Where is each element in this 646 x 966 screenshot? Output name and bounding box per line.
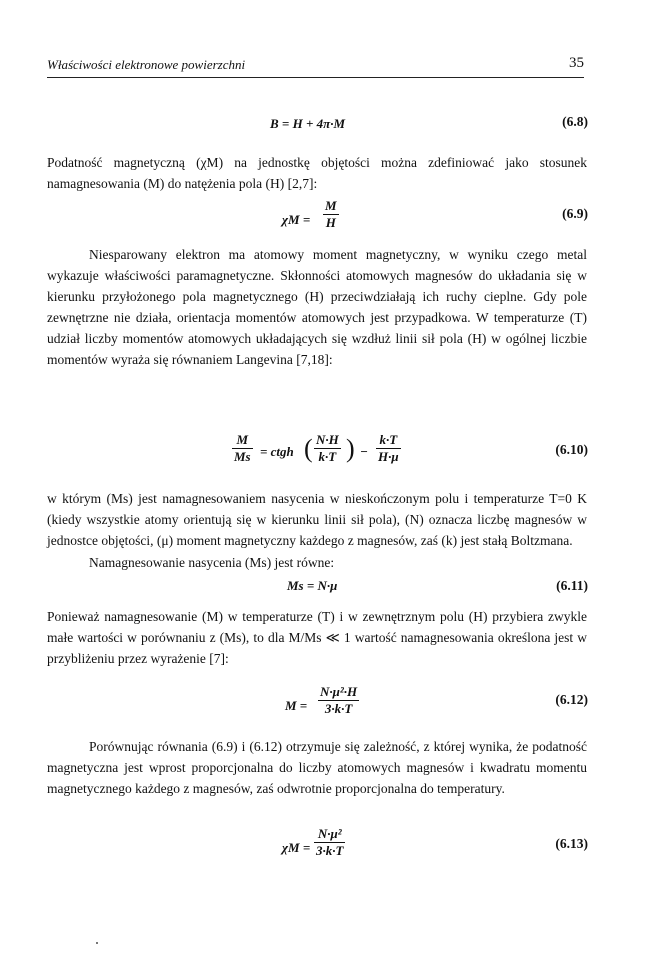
fraction: [376, 432, 401, 465]
numerator: N·μ²·H: [320, 684, 358, 699]
left-paren: (: [304, 434, 313, 463]
equation-label: (6.9): [562, 206, 588, 221]
numerator: M: [325, 198, 337, 213]
equation-label: (6.12): [555, 692, 588, 707]
equation-label: (6.10): [555, 442, 588, 457]
equation-body: B = H + 4π·M: [270, 116, 346, 131]
fraction: [314, 826, 345, 859]
denominator: H·μ: [378, 449, 399, 464]
fraction: [314, 432, 341, 465]
equation-lhs: χM =: [282, 212, 311, 227]
equation-label: (6.8): [562, 114, 588, 129]
denominator: 3·k·T: [316, 843, 344, 858]
paragraph: Namagnesowanie nasycenia (Ms) jest równe:: [89, 555, 335, 570]
operator: = ctgh: [260, 444, 294, 459]
denominator: 3·k·T: [324, 701, 353, 716]
fraction: [318, 684, 359, 717]
equation-body: Ms = N·μ: [287, 578, 338, 593]
equation-lhs: χM =: [282, 840, 311, 855]
equation-label: (6.11): [556, 578, 588, 593]
numerator: M: [232, 432, 253, 449]
equation-lhs: M =: [285, 698, 308, 713]
numerator: k·T: [376, 432, 401, 449]
paragraph: w którym (Ms) jest namagnesowaniem nasycenia w nieskończonym polu i temperaturze T=0 K (kiedy wszystkie atomy orientują się w kierunku linii sił pola), (N) oznacza liczbę magnesów w jednostce objętości, (μ) moment magnetyczny każdego z magnesów, zaś (k) jest stałą Boltzmana.: [47, 491, 587, 548]
fraction: [323, 198, 339, 231]
minus-sign: −: [360, 444, 368, 459]
numerator: N·H: [316, 432, 339, 447]
scan-speck: [96, 942, 98, 944]
fraction: [232, 432, 253, 465]
paragraph: Niesparowany elektron ma atomowy moment magnetyczny, w wyniku czego metal wykazuje właściwości paramagnetyczne. Skłonności atomowych magnesów do układania się w kierunku przyłożonego pola magnetycznego (H) przeciwdziałają ich ruchy cieplne. Gdy pole zewnętrzne nie działa, orientacja momentów atomowych jest przypadkowa. W temperaturze (T) udział liczby momentów atomowych układających się wzdłuż linii sił pola (H) w ogólnej liczbie momentów wyraża się równaniem Langevina [7,18]:: [47, 247, 587, 367]
denominator: H: [325, 215, 336, 230]
denominator: k·T: [318, 449, 337, 464]
paragraph: Podatność magnetyczną (χM) na jednostkę objętości można zdefiniować jako stosunek namagnesowania (M) do natężenia pola (H) [2,7]:: [47, 155, 587, 191]
denominator: Ms: [234, 449, 251, 464]
right-paren: ): [346, 434, 355, 463]
equation-label: (6.13): [555, 836, 588, 851]
paragraph: Porównując równania (6.9) i (6.12) otrzymuje się zależność, z której wynika, że podatność magnetyczna jest wprost proporcjonalna do liczby atomowych magnesów i kwadratu momentu magnetycznego każdego z magnesów, zaś odwrotnie proporcjonalna do temperatury.: [47, 739, 587, 796]
running-header: [47, 55, 584, 78]
numerator: N·μ²: [314, 826, 345, 843]
running-title: Właściwości elektronowe powierzchni: [47, 57, 246, 72]
page-number: 35: [569, 55, 584, 71]
paragraph: Ponieważ namagnesowanie (M) w temperaturze (T) i w zewnętrznym polu (H) przybiera zwykle małe wartości w porównaniu z (Ms), to dla M/Ms ≪ 1 wartość namagnesowania określona jest w przybliżeniu przez wyrażenie [7]:: [47, 609, 587, 666]
